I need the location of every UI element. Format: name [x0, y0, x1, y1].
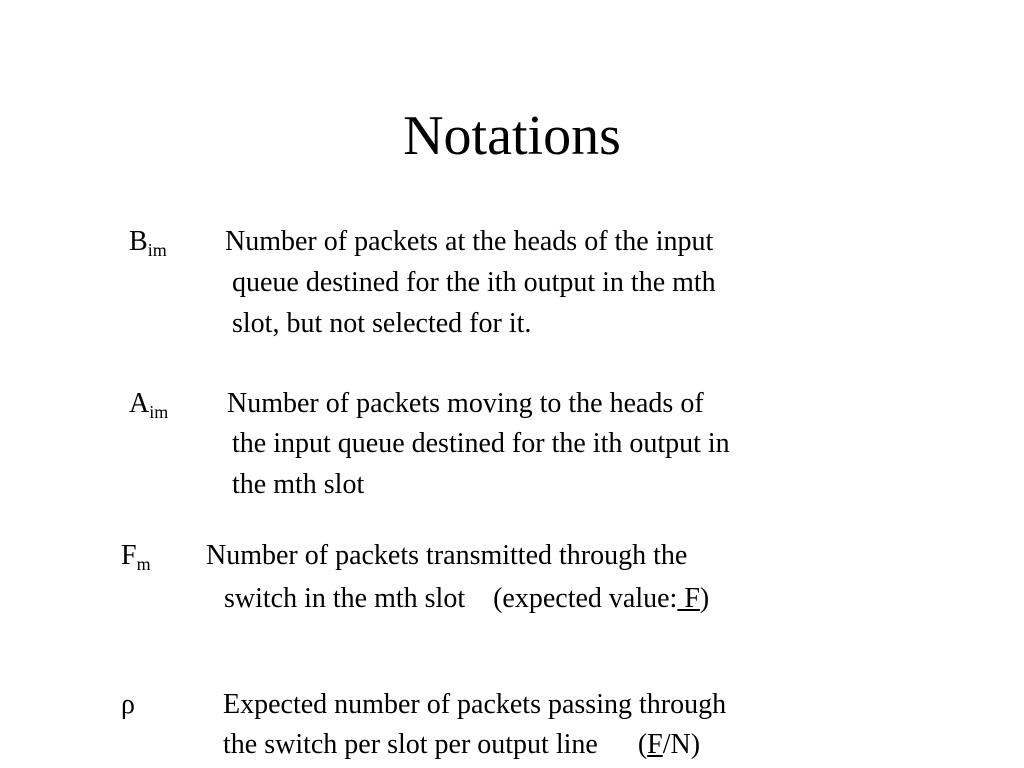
definition-line: the input queue destined for the ith output in: [232, 428, 730, 459]
definition-text: switch in the mth slot: [224, 583, 466, 614]
ratio-note-suffix: /N): [662, 729, 701, 760]
expected-value-variable: F: [677, 583, 700, 614]
definition-line: Number of packets transmitted through the: [206, 540, 688, 571]
notation-symbol-b-im: [129, 222, 167, 262]
definition-line: Expected number of packets passing through: [223, 689, 727, 720]
symbol-letter: A: [129, 388, 150, 419]
symbol-subscript: im: [149, 402, 169, 422]
expected-value-note-prefix: (expected value:: [493, 583, 678, 614]
definition-line-with-note: [223, 725, 700, 765]
notation-symbol-a-im: [129, 384, 168, 424]
definition-line: Number of packets moving to the heads of: [227, 388, 704, 419]
notation-symbol-f-m: [121, 536, 151, 576]
symbol-subscript: m: [136, 554, 151, 574]
definition-line: queue destined for the ith output in the mth: [232, 267, 716, 298]
slide-title: Notations: [403, 105, 621, 167]
ratio-note-prefix: (: [637, 729, 648, 760]
definition-line: slot, but not selected for it.: [232, 308, 532, 339]
definition-line: Number of packets at the heads of the input: [225, 226, 714, 257]
symbol-subscript: im: [147, 240, 167, 260]
ratio-variable: F: [647, 729, 663, 760]
symbol-letter: F: [121, 540, 137, 571]
notation-symbol-rho: ρ: [121, 689, 135, 720]
definition-line-with-note: [224, 579, 709, 619]
definition-text: the switch per slot per output line: [223, 729, 598, 760]
expected-value-note-suffix: ): [699, 583, 710, 614]
definition-line: the mth slot: [232, 469, 365, 500]
symbol-letter: B: [129, 226, 148, 257]
